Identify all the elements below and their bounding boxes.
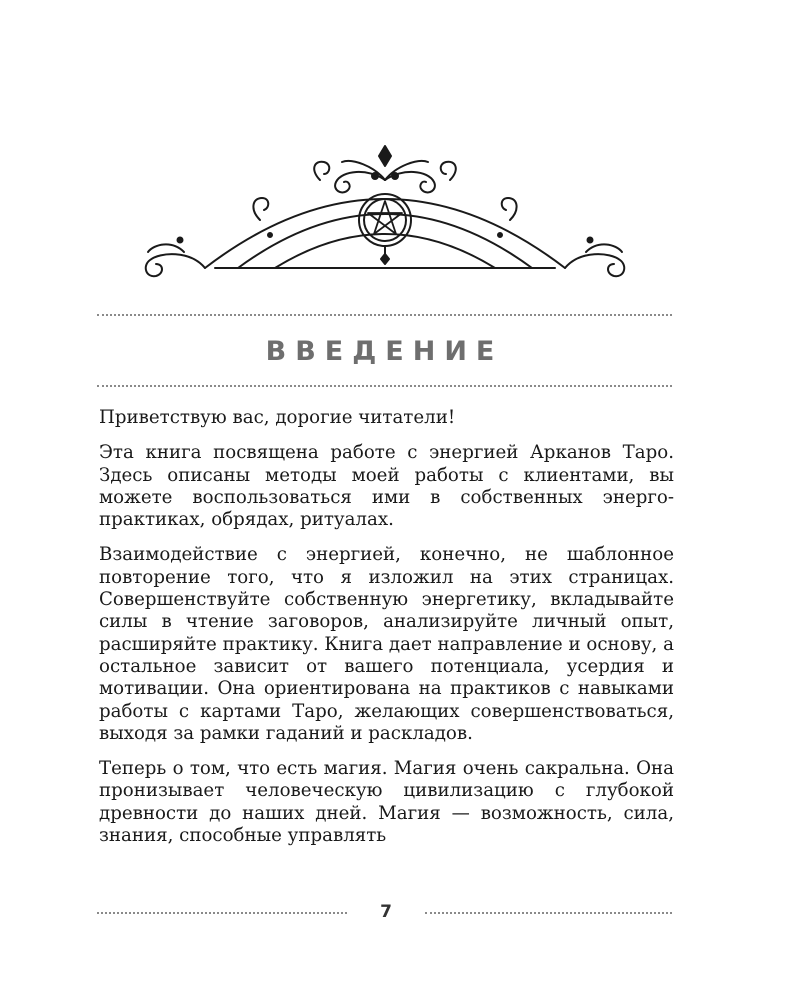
dotted-rule-under-title [97,385,672,387]
dotted-rule-footer-left [97,912,347,914]
body-text [99,407,674,860]
pentagram-arch-ornament [120,140,650,280]
chapter-title: ВВЕДЕНИЕ [265,336,504,367]
paragraph-about-book: Эта книга посвящена работе с энергией Арканов Таро. Здесь описаны методы моей работы с клиентами, вы можете воспользоваться ими в собственных энергопрактиках, обрядах, ритуалах. [99,442,674,531]
dotted-rule-top [97,314,672,316]
paragraph-about-magic: Теперь о том, что есть магия. Магия очень сакральна. Она пронизывает человеческую цивилизацию с глубокой древности до наших дней. Магия — возможность, сила, знания, способные управлять [99,758,674,847]
dotted-rule-footer-right [425,912,672,914]
page-number: 7 [380,902,392,922]
paragraph-energy-interaction: Взаимодействие с энергией, конечно, не шаблонное повторение того, что я изложил на этих страницах. Совершенствуйте собственную энергетику, вкладывайте силы в чтение заговоров, анализируйте личный опыт, расширяйте практику. Книга дает направление и основу, а остальное зависит от вашего потенциала, усердия и мотивации. Она ориентирована на практиков с навыками работы с картами Таро, желающих совершенствоваться, выходя за рамки гаданий и раскладов. [99,544,674,744]
paragraph-greeting: Приветствую вас, дорогие читатели! [99,407,456,428]
